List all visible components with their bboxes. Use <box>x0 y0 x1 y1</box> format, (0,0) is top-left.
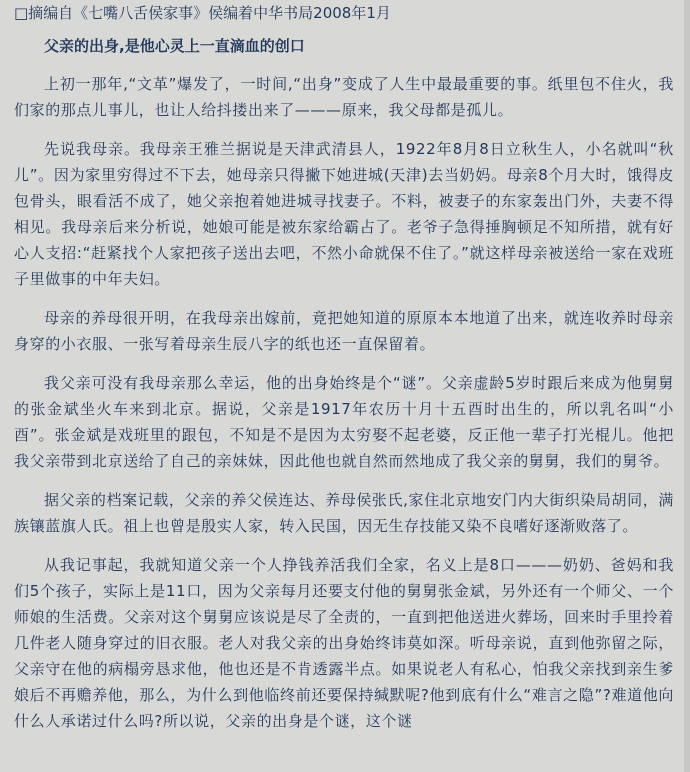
paragraph: 从我记事起，我就知道父亲一个人挣钱养活我们全家，名义上是8口———奶奶、爸妈和我们5个孩子，实际上是11口，因为父亲每月还要支付他的舅舅张金斌，另外还有一个师父、一个师娘的生活费。父亲对这个舅舅应该说是尽了全责的，一直到把他送进火葬场，回来时手里拎着几件老人随身穿过的旧衣服。老人对我父亲的出身始终讳莫如深。听母亲说，直到他弥留之际，父亲守在他的病榻旁恳求他，他也还是不肯透露半点。如果说老人有私心，怕我父亲找到亲生爹娘后不再赡养他，那么，为什么到他临终前还要保持缄默呢?他到底有什么“难言之隐”?难道他向什么人承诺过什么吗?所以说，父亲的出身是个谜，这个谜 <box>14 556 674 730</box>
page-scrollbar[interactable] <box>684 0 690 772</box>
paragraph: 据父亲的档案记载，父亲的养父侯连达、养母侯张氏,家住北京地安门内大街织染局胡同，满族镶蓝旗人氏。祖上也曾是殷实人家，转入民国，因无生存技能又染不良嗜好逐渐败落了。 <box>14 491 674 535</box>
paragraph: 母亲的养母很开明，在我母亲出嫁前，竟把她知道的原原本本地道了出来，就连收养时母亲身穿的小衣服、一张写着母亲生辰八字的纸也还一直保留着。 <box>14 309 674 353</box>
source-note: □摘编自《七嘴八舌侯家事》侯编着中华书局2008年1月 <box>14 4 391 22</box>
article-heading: 父亲的出身,是他心灵上一直滴血的创口 <box>44 37 305 55</box>
paragraph: 上初一那年,“文革”爆发了，一时间,“出身”变成了人生中最最重要的事。纸里包不住火，我们家的那点儿事儿，也让人给抖搂出来了———原来，我父母都是孤儿。 <box>14 75 674 119</box>
paragraph: 我父亲可没有我母亲那么幸运，他的出身始终是个“谜”。父亲虚龄5岁时跟后来成为他舅舅的张金斌坐火车来到北京。据说，父亲是1917年农历十月十五酉时出生的，所以乳名叫“小酉”。张金斌是戏班里的跟包，不知是不是因为太穷娶不起老婆，反正他一辈子打光棍儿。他把我父亲带到北京送给了自己的亲妹妹，因此他也就自然而然地成了我父亲的舅舅，我们的舅爷。 <box>14 374 674 470</box>
paragraph: 先说我母亲。我母亲王雅兰据说是天津武清县人，1922年8月8日立秋生人，小名就叫“秋儿”。因为家里穷得过不下去，她母亲只得撇下她进城(天津)去当奶妈。母亲8个月大时，饿得皮包骨头，眼看活不成了，她父亲抱着她进城寻找妻子。不料，被妻子的东家轰出门外，夫妻不得相见。我母亲后来分析说，她娘可能是被东家给霸占了。老爷子急得捶胸顿足不知所措，就有好心人支招:“赶紧找个人家把孩子送出去吧，不然小命就保不住了。”就这样母亲被送给一家在戏班子里做事的中年夫妇。 <box>14 140 674 288</box>
